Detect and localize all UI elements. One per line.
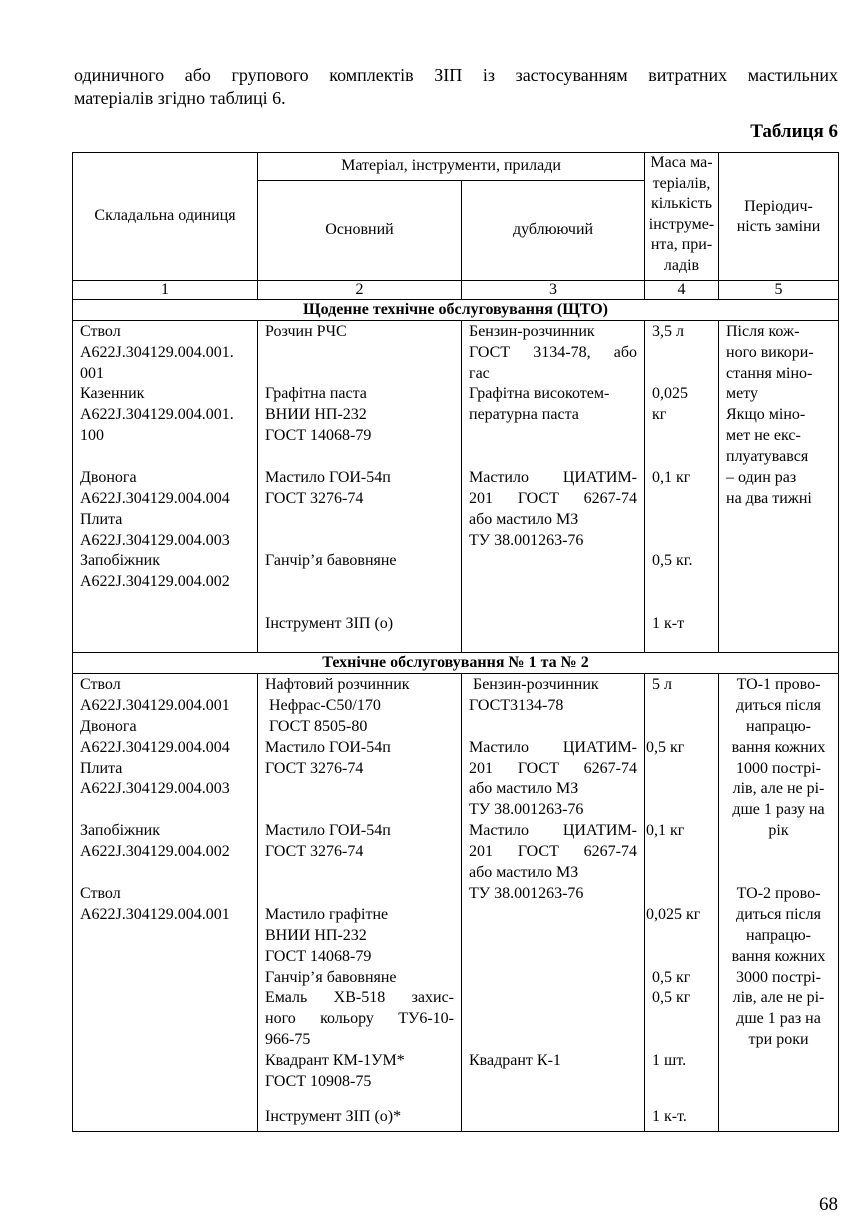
cell-line: три роки [748, 1031, 809, 1048]
cell-line: Якщо міно- [726, 406, 806, 423]
cell-line: напрацю- [746, 718, 811, 735]
cell-line: 3,5 л [652, 323, 684, 340]
cell-line: ГОСТ 8505-80 [269, 718, 368, 735]
page-number: 68 [819, 1194, 838, 1215]
cell-line: ного кольору ТУ6-10- [265, 1010, 454, 1027]
cell-line: Плита [80, 511, 123, 528]
cell-line: Мастило ЦИАТИМ- [469, 822, 637, 839]
column-number: 5 [719, 281, 839, 300]
cell-line: А622J.304129.004.002 [80, 573, 230, 590]
cell-line: ТУ 38.001263-76 [469, 532, 584, 549]
cell-line: Інструмент ЗІП (о)* [265, 1108, 402, 1125]
cell-line: ГОСТ 3276-74 [265, 760, 364, 777]
cell-line: Розчин РЧС [265, 323, 347, 340]
cell-line: 0,5 кг. [652, 552, 693, 569]
cell-line: 1000 пострі- [735, 760, 822, 777]
cell-line: ГОСТ 14068-79 [265, 948, 372, 965]
cell-line: Після кож- [726, 323, 800, 340]
cell-line: Ствол [80, 885, 121, 902]
cell-line: 0,5 кг [652, 989, 691, 1006]
cell-line: Графітна високотем- [469, 385, 610, 402]
cell-line: Казенник [80, 385, 145, 402]
header-mass-line: теріалів, [652, 174, 711, 192]
cell-line: лів, але не рі- [732, 780, 825, 797]
cell-line: 1 к-т [652, 615, 685, 632]
cell-line: Запобіжник [80, 822, 161, 839]
cell-line: 201 ГОСТ 6267-74 [469, 760, 637, 777]
cell-line: 3000 пострі- [735, 969, 822, 986]
intro-paragraph [74, 64, 838, 110]
section1-period-cell [719, 321, 839, 653]
cell-line: Ганчір’я бавовняне [265, 552, 397, 569]
cell-line: 100 [80, 427, 104, 444]
cell-line: – один раз [726, 469, 797, 486]
cell-line: А622J.304129.004.003 [80, 780, 230, 797]
cell-line: лів, але не рі- [732, 989, 825, 1006]
cell-line: А622J.304129.004.001. [80, 406, 234, 423]
section2-mass-cell [645, 674, 719, 1132]
cell-line: кг [652, 406, 667, 423]
cell-line: мету [726, 385, 759, 402]
cell-line: пературна паста [469, 406, 579, 423]
cell-line: А622J.304129.004.001 [80, 906, 230, 923]
cell-line: Запобіжник [80, 552, 161, 569]
cell-line: або мастило МЗ [469, 780, 579, 797]
header-mass-line: кількість [650, 195, 713, 212]
table-caption: Таблиця 6 [750, 121, 838, 142]
cell-line: диться після [736, 697, 821, 714]
cell-line: дше 1 раз на [736, 1010, 821, 1027]
cell-line: А622J.304129.004.001. [80, 344, 234, 361]
cell-line: А622J.304129.004.004 [80, 739, 230, 756]
cell-line: мет не екс- [726, 427, 801, 444]
header-mass [645, 153, 719, 281]
cell-line: ГОСТ 14068-79 [265, 427, 372, 444]
cell-line: ного викори- [726, 344, 814, 361]
header-mass-line: ладів [663, 256, 700, 274]
cell-line: Графітна паста [265, 385, 367, 402]
cell-line: Бензин-розчинник [469, 323, 595, 340]
cell-line: Бензин-розчинник [473, 676, 599, 693]
header-main: Основний [258, 181, 462, 281]
cell-line: ВНИИ НП-232 [265, 927, 367, 944]
cell-line: 966-75 [265, 1031, 311, 1048]
cell-line: вання кожних [731, 948, 826, 965]
cell-line: Ганчір’я бавовняне [265, 969, 397, 986]
section-title-to1-to2: Технічне обслуговування № 1 та № 2 [73, 653, 839, 674]
cell-line: 0,5 кг [652, 969, 691, 986]
cell-line: ТО-2 прово- [736, 885, 821, 902]
cell-line: ТУ 38.001263-76 [469, 801, 584, 818]
cell-line: Емаль ХВ-518 захис- [265, 989, 454, 1006]
column-number: 1 [73, 281, 258, 300]
cell-line: або мастило МЗ [469, 511, 579, 528]
cell-line: ТУ 38.001263-76 [469, 885, 584, 902]
cell-line: Мастило ГОИ-54п [265, 469, 391, 486]
cell-line: дше 1 разу на [732, 801, 825, 818]
cell-line: Квадрант К-1 [469, 1052, 561, 1069]
cell-line: А622J.304129.004.004 [80, 490, 230, 507]
cell-line: напрацю- [746, 927, 811, 944]
cell-line: Мастило ГОИ-54п [265, 739, 391, 756]
cell-line: Квадрант КМ-1УМ* [265, 1052, 405, 1069]
cell-line: 001 [80, 365, 104, 382]
cell-line: ГОСТ 3134-78, або [469, 344, 637, 361]
cell-line: плуатувався [726, 448, 809, 465]
header-mass-line: інструме- [648, 215, 715, 233]
cell-line: 201 ГОСТ 6267-74 [469, 843, 637, 860]
cell-line: ВНИИ НП-232 [265, 406, 367, 423]
cell-line: Ствол [80, 676, 121, 693]
cell-line: стання міно- [726, 365, 813, 382]
cell-line: диться після [736, 906, 821, 923]
cell-line: Нефрас-С50/170 [269, 697, 381, 714]
cell-line: Інструмент ЗІП (о) [265, 615, 394, 632]
cell-line: 0,5 кг [646, 739, 685, 756]
cell-line: Двонога [80, 718, 137, 735]
section1-main-cell [258, 321, 462, 653]
cell-line: ГОСТ3134-78 [469, 697, 564, 714]
header-period-line: Періодич- [744, 197, 813, 215]
cell-line: вання кожних [731, 739, 826, 756]
cell-line: Мастило ЦИАТИМ- [469, 469, 637, 486]
header-backup: дублюючий [462, 181, 645, 281]
cell-line: на два тижні [726, 490, 812, 507]
header-unit: Складальна одиниця [73, 153, 258, 281]
cell-line: ТО-1 прово- [736, 676, 821, 693]
cell-line: 0,025 кг [646, 906, 701, 923]
cell-line: 201 ГОСТ 6267-74 [469, 490, 637, 507]
cell-line: Мастило графітне [265, 906, 389, 923]
cell-line: рік [768, 822, 789, 839]
cell-line: Нафтовий розчинник [265, 676, 410, 693]
cell-line: А622J.304129.004.002 [80, 843, 230, 860]
section2-backup-cell [462, 674, 645, 1132]
column-number: 3 [462, 281, 645, 300]
cell-line: ГОСТ 3276-74 [265, 843, 364, 860]
cell-line: А622J.304129.004.003 [80, 532, 230, 549]
cell-line: А622J.304129.004.001 [80, 697, 230, 714]
cell-line: 5 л [652, 676, 672, 693]
section2-unit-cell [73, 674, 258, 1132]
header-material-group: Матеріал, інструменти, прилади [258, 153, 645, 181]
cell-line: Мастило ГОИ-54п [265, 822, 391, 839]
maintenance-table [72, 152, 839, 1132]
cell-line: 0,1 кг [652, 469, 691, 486]
cell-line: ГОСТ 10908-75 [265, 1073, 372, 1090]
cell-line: Двонога [80, 469, 137, 486]
section1-mass-cell [645, 321, 719, 653]
section1-unit-cell [73, 321, 258, 653]
cell-line: 0,1 кг [646, 822, 685, 839]
cell-line: або мастило МЗ [469, 864, 579, 881]
cell-line: гас [469, 365, 490, 382]
section2-period-cell [719, 674, 839, 1132]
cell-line: 0,025 [652, 385, 688, 402]
section1-backup-cell [462, 321, 645, 653]
cell-line: Мастило ЦИАТИМ- [469, 739, 637, 756]
cell-line: Ствол [80, 323, 121, 340]
cell-line: ГОСТ 3276-74 [265, 490, 364, 507]
cell-line: Плита [80, 760, 123, 777]
cell-line: 1 шт. [652, 1052, 687, 1069]
header-period-line: ність заміни [736, 217, 821, 235]
header-mass-line: Маса ма- [650, 154, 713, 171]
intro-line-1: одиничного або групового комплектів ЗІП із застосуванням витратних мастильних [74, 65, 838, 85]
cell-line: 1 к-т. [652, 1108, 687, 1125]
header-mass-line: нта, при- [650, 236, 713, 253]
section-title-daily: Щоденне технічне обслуговування (ЩТО) [73, 300, 839, 321]
column-number: 2 [258, 281, 462, 300]
column-number: 4 [645, 281, 719, 300]
section2-main-cell [258, 674, 462, 1132]
header-period [719, 153, 839, 281]
intro-line-2: матеріалів згідно таблиці 6. [74, 88, 286, 108]
